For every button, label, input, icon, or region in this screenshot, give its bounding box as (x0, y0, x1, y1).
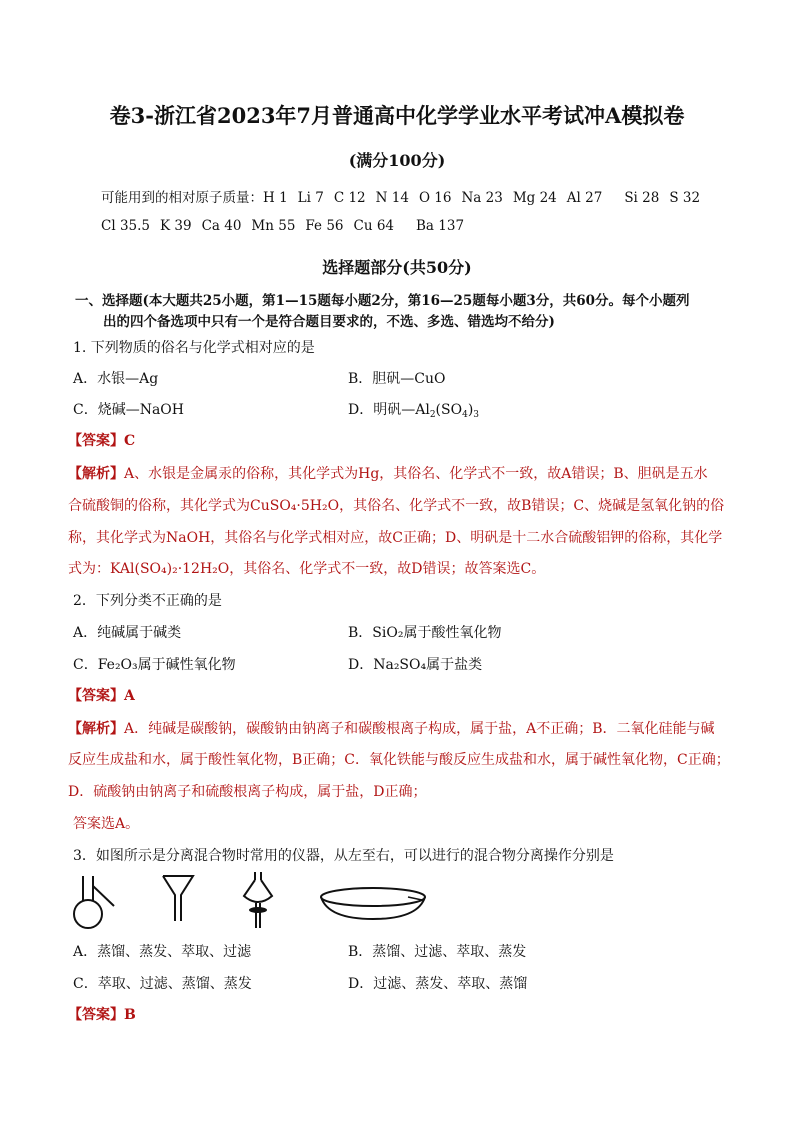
q1-stem: 1. 下列物质的俗名与化学式相对应的是 (73, 340, 315, 356)
mass-item: Mn 55 (251, 218, 296, 234)
q1-d-end: ) (467, 402, 474, 418)
funnel-icon (160, 873, 196, 923)
q1-analysis-line (68, 463, 708, 483)
q1-d-prefix: D．明矾—Al (348, 402, 430, 418)
q2-option-d: D．Na₂SO₄属于盐类 (348, 657, 483, 673)
q1-option-d (348, 399, 479, 420)
q1-option-a: A．水银—Ag (73, 371, 159, 387)
q3-answer (68, 1004, 136, 1024)
q2-conclusion: 答案选A。 (73, 816, 140, 832)
mass-item: Na 23 (461, 190, 503, 206)
analysis-label: 【解析】 (68, 721, 124, 737)
q1-d-sub: 3 (473, 410, 480, 420)
section-title: 选择题部分(共50分) (322, 258, 472, 277)
analysis-text: A、水银是金属汞的俗称，其化学式为Hg，其俗名、化学式不一致，故A错误；B、胆矾是五水 (124, 466, 708, 482)
mass-item: O 16 (418, 190, 452, 206)
mass-item: S 32 (669, 190, 701, 206)
q2-option-c: C．Fe₂O₃属于碱性氧化物 (73, 657, 236, 673)
mass-item: Al 27 (566, 190, 603, 206)
q3-option-d: D．过滤、蒸发、萃取、蒸馏 (348, 976, 528, 992)
q1-analysis-line: 式为：KAl(SO₄)₂·12H₂O，其俗名、化学式不一致，故D错误；故答案选C。 (68, 561, 546, 577)
answer-label: 【答案】 (68, 688, 124, 704)
atomic-mass-line-2 (101, 218, 474, 234)
answer-value: C (124, 433, 136, 449)
analysis-label: 【解析】 (68, 466, 124, 482)
q1-option-c: C．烧碱—NaOH (73, 402, 184, 418)
mass-item: Ca 40 (201, 218, 242, 234)
q1-d-sub: 4 (462, 410, 468, 420)
mass-item: Si 28 (624, 190, 660, 206)
evaporating-dish-icon (318, 885, 428, 923)
q2-analysis-line: 反应生成盐和水，属于酸性氧化物，B正确；C．氧化铁能与酸反应生成盐和水，属于碱性氧化物，C正确； (68, 752, 730, 768)
answer-label: 【答案】 (68, 433, 124, 449)
answer-label: 【答案】 (68, 1007, 124, 1023)
mass-item: Mg 24 (512, 190, 557, 206)
q1-analysis-line: 称，其化学式为NaOH，其俗名与化学式相对应，故C正确；D、明矾是十二水合硫酸铝钾的俗称，其化学 (68, 530, 723, 546)
q1-option-b: B．胆矾—CuO (348, 371, 446, 387)
q2-option-b: B．SiO₂属于酸性氧化物 (348, 625, 502, 641)
page-title: 卷3-浙江省2023年7月普通高中化学学业水平考试冲A模拟卷 (109, 103, 685, 128)
distillation-flask-icon (70, 872, 120, 932)
mass-item: N 14 (375, 190, 409, 206)
q2-stem: 2．下列分类不正确的是 (73, 593, 222, 609)
q2-answer (68, 685, 135, 705)
q3-option-b: B．蒸馏、过滤、萃取、蒸发 (348, 944, 527, 960)
q3-option-a: A．蒸馏、蒸发、萃取、过滤 (73, 944, 252, 960)
mass-item: Li 7 (297, 190, 324, 206)
q3-option-c: C．萃取、过滤、蒸馏、蒸发 (73, 976, 252, 992)
mass-item: C 12 (333, 190, 366, 206)
full-score: (满分100分) (348, 151, 446, 170)
q1-d-mid: (SO (435, 402, 463, 418)
mass-item: Cl 35.5 (101, 218, 150, 234)
q1-analysis-line: 合硫酸铜的俗称，其化学式为CuSO₄·5H₂O，其俗名、化学式不一致，故B错误；C、烧碱是氢氧化钠的俗 (68, 498, 725, 514)
q2-option-a: A．纯碱属于碱类 (73, 625, 182, 641)
instructions-line-2: 出的四个备选项中只有一个是符合题目要求的，不选、多选、错选均不给分) (103, 314, 555, 330)
answer-value: B (124, 1007, 136, 1023)
atomic-mass-line-1 (101, 186, 710, 206)
answer-value: A (124, 688, 135, 704)
mass-item: Fe 56 (305, 218, 344, 234)
q1-answer (68, 430, 135, 450)
q3-stem: 3．如图所示是分离混合物时常用的仪器，从左至右，可以进行的混合物分离操作分别是 (73, 848, 614, 864)
atomic-mass-label: 可能用到的相对原子质量： (101, 190, 263, 206)
mass-item: Cu 64 (353, 218, 395, 234)
mass-item: Ba 137 (416, 218, 465, 234)
instructions-line-1: 一、选择题(本大题共25小题，第1—15题每小题2分，第16—25题每小题3分，共60分。每个小题列 (75, 293, 690, 309)
mass-item: H 1 (263, 190, 288, 206)
separatory-funnel-icon (238, 870, 278, 932)
q2-analysis-line: D．硫酸钠由钠离子和硫酸根离子构成，属于盐，D正确； (68, 784, 427, 800)
q1-d-sub: 2 (429, 410, 436, 420)
mass-item: K 39 (160, 218, 192, 234)
analysis-text: A．纯碱是碳酸钠，碳酸钠由钠离子和碳酸根离子构成，属于盐，A不正确；B．二氧化硅能与碱 (124, 721, 715, 737)
q2-analysis-line (68, 718, 715, 738)
